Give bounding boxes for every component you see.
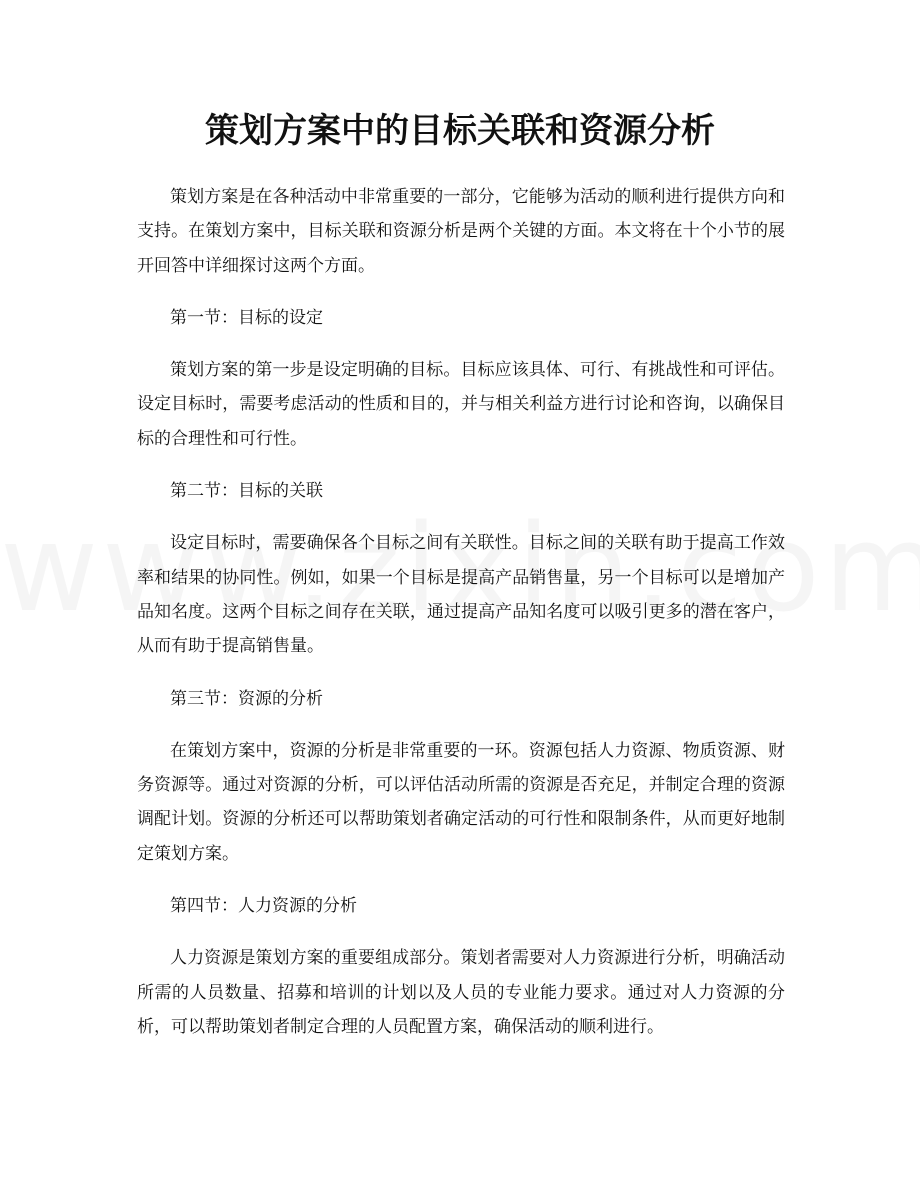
document-title: 策划方案中的目标关联和资源分析 [205,111,715,151]
section-heading-3: 第三节：资源的分析 [170,688,323,709]
section-paragraph-4: 人力资源是策划方案的重要组成部分。策划者需要对人力资源进行分析，明确活动所需的人员数量、招募和培训的计划以及人员的专业能力要求。通过对人力资源的分析，可以帮助策划者制定合理的人员配置方案，确保活动的顺利进行。 [137,948,785,1037]
section-paragraph-3: 在策划方案中，资源的分析是非常重要的一环。资源包括人力资源、物质资源、财务资源等。通过对资源的分析，可以评估活动所需的资源是否充足，并制定合理的资源调配计划。资源的分析还可以帮助策划者确定活动的可行性和限制条件，从而更好地制定策划方案。 [137,740,785,864]
section-paragraph-2: 设定目标时，需要确保各个目标之间有关联性。目标之间的关联有助于提高工作效率和结果的协同性。例如，如果一个目标是提高产品销售量，另一个目标可以是增加产品知名度。这两个目标之间存在关联，通过提高产品知名度可以吸引更多的潜在客户，从而有助于提高销售量。 [137,533,785,657]
intro-paragraph: 策划方案是在各种活动中非常重要的一部分，它能够为活动的顺利进行提供方向和支持。在策划方案中，目标关联和资源分析是两个关键的方面。本文将在十个小节的展开回答中详细探讨这两个方面。 [137,187,785,276]
document-body [137,180,785,1062]
section-heading-2: 第二节：目标的关联 [170,481,323,502]
section-paragraph-1: 策划方案的第一步是设定明确的目标。目标应该具体、可行、有挑战性和可评估。设定目标时，需要考虑活动的性质和目的，并与相关利益方进行讨论和咨询，以确保目标的合理性和可行性。 [137,360,785,449]
section-heading-1: 第一节：目标的设定 [170,307,323,328]
section-heading-4: 第四节：人力资源的分析 [170,896,357,917]
